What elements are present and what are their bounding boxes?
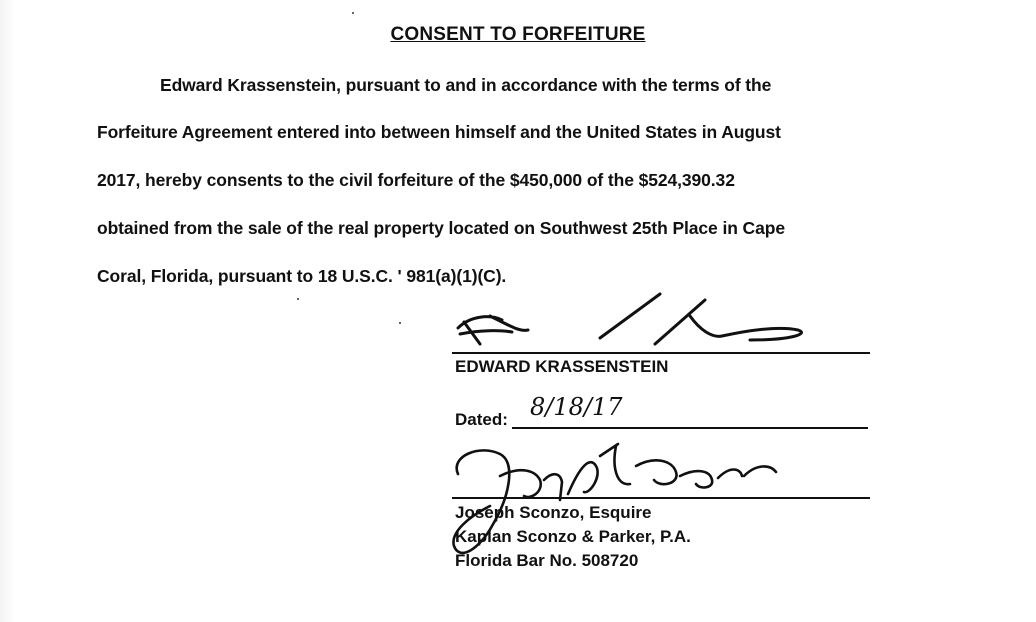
body-line: Forfeiture Agreement entered into between himself and the United States in August bbox=[97, 122, 781, 142]
body-line: 2017, hereby consents to the civil forfeiture of the $450,000 of the $524,390.32 bbox=[97, 170, 735, 190]
body-line: Edward Krassenstein, pursuant to and in accordance with the terms of the bbox=[160, 75, 772, 95]
date-line bbox=[512, 427, 868, 429]
dated-label: Dated: bbox=[455, 410, 508, 429]
krassenstein-signature bbox=[450, 286, 870, 356]
document-title: CONSENT TO FORFEITURE bbox=[390, 24, 646, 45]
body-line: Coral, Florida, pursuant to 18 U.S.C. ' 981(a)(1)(C). bbox=[97, 266, 507, 286]
attorney-signature-line bbox=[452, 497, 870, 499]
scan-speck bbox=[399, 322, 401, 324]
signature-line bbox=[452, 352, 870, 354]
scan-speck bbox=[352, 12, 354, 14]
attorney-firm: Kaplan Sconzo & Parker, P.A. bbox=[455, 527, 691, 546]
scan-edge-shadow bbox=[0, 0, 16, 622]
dated-value: 8/18/17 bbox=[530, 393, 623, 421]
signer-name: EDWARD KRASSENSTEIN bbox=[455, 357, 669, 376]
attorney-bar-number: Florida Bar No. 508720 bbox=[455, 551, 639, 570]
scan-speck bbox=[297, 298, 299, 300]
body-line: obtained from the sale of the real property located on Southwest 25th Place in Cape bbox=[97, 218, 785, 238]
attorney-name: Joseph Sconzo, Esquire bbox=[455, 503, 652, 522]
